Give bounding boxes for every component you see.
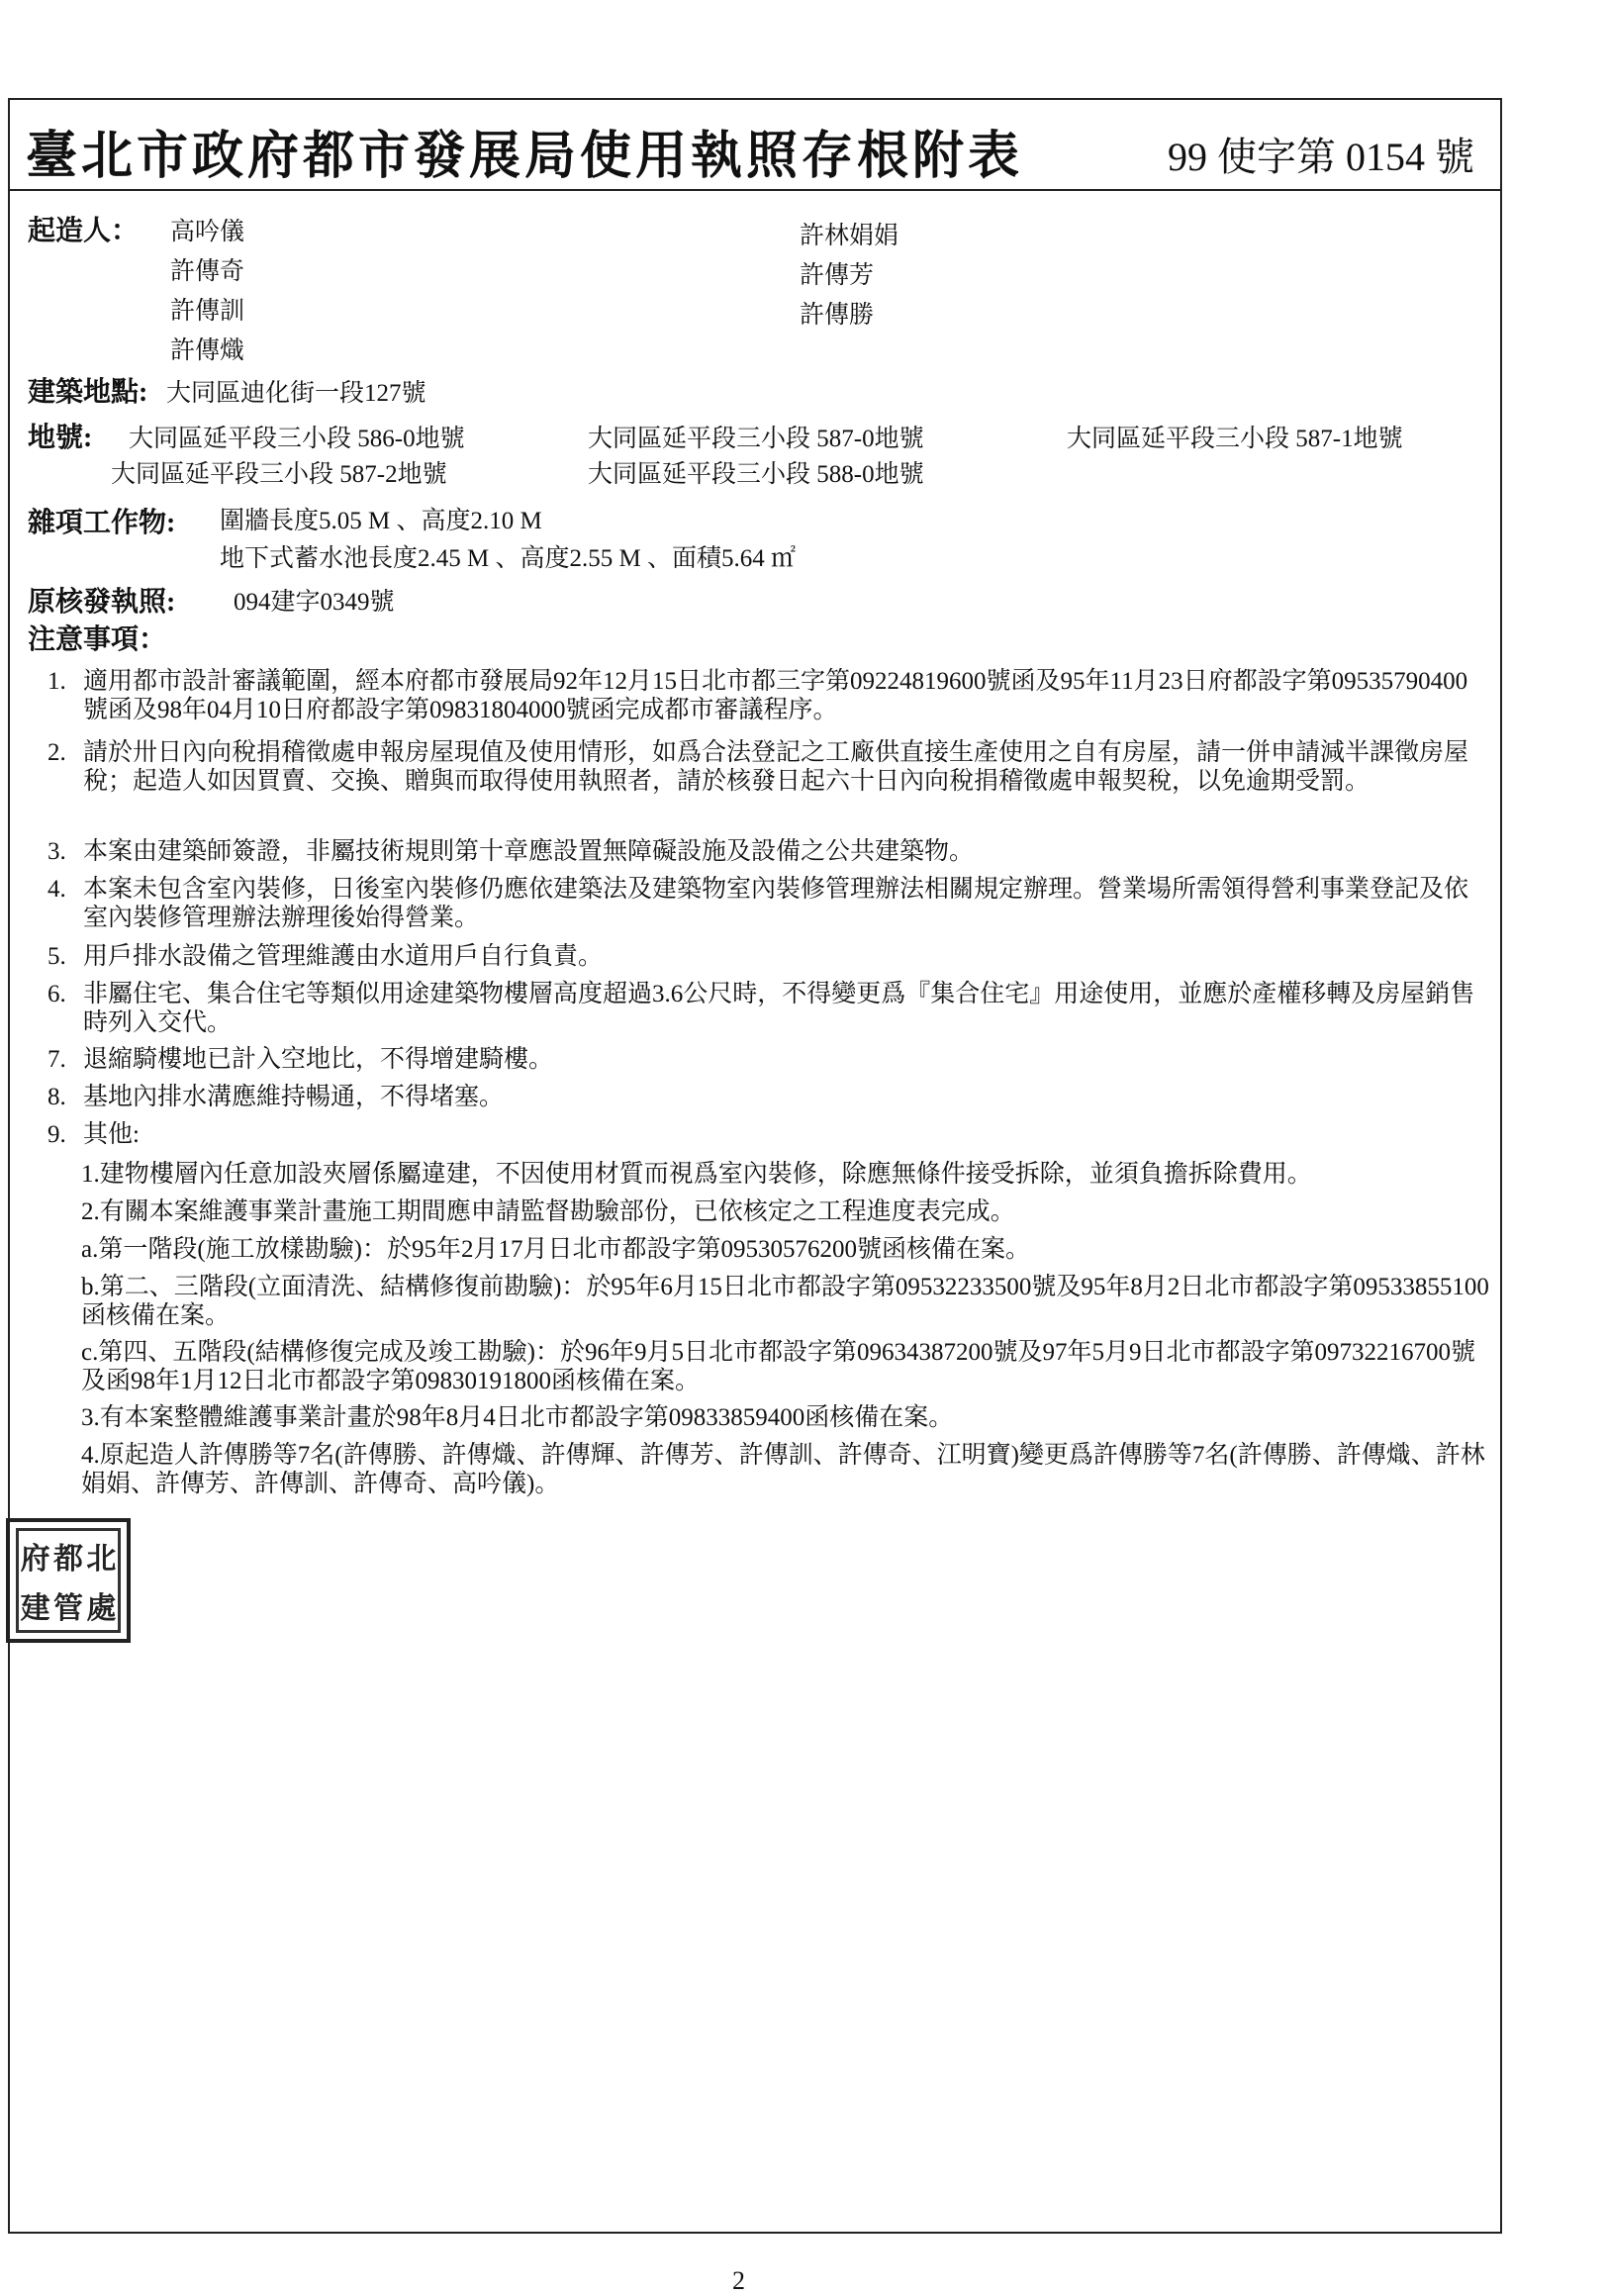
note-text: 本案未包含室內裝修，日後室內裝修仍應依建築法及建築物室內裝修管理辦法相關規定辦理。營業場所需領得營利事業登記及依室內裝修管理辦法辦理後始得營業。 (83, 876, 1469, 931)
note-number: 8. (47, 1084, 66, 1110)
official-seal (6, 1518, 131, 1643)
document-number: 99 使字第 0154 號 (1168, 135, 1474, 179)
notes-label: 注意事項： (28, 624, 167, 655)
note-item (47, 875, 1492, 932)
note-text: 非屬住宅、集合住宅等類似用途建築物樓層高度超過3.6公尺時，不得變更爲『集合住宅』用途使用，並應於產權移轉及房屋銷售時列入交代。 (83, 981, 1475, 1036)
note-text: 退縮騎樓地已計入空地比，不得增建騎樓。 (83, 1046, 554, 1073)
note-item (47, 1120, 1492, 1149)
misc-works-label: 雜項工作物: (28, 508, 176, 538)
note-number: 6. (47, 981, 66, 1007)
note-item (47, 1045, 1492, 1074)
land-numbers-label: 地號: (28, 423, 93, 453)
note-text: 其他: (83, 1121, 140, 1148)
seal-char: 管 (52, 1592, 83, 1625)
note-number: 4. (47, 876, 66, 903)
applicant-name: 許傳芳 (800, 262, 875, 289)
seal-char: 北 (86, 1543, 117, 1576)
applicant-name: 許林娟娟 (800, 223, 899, 249)
original-permit-label: 原核發執照: (28, 587, 176, 618)
note-item (47, 837, 1492, 866)
land-number: 大同區延平段三小段 588-0地號 (588, 461, 924, 488)
note-text: 用戶排水設備之管理維護由水道用戶自行負責。 (83, 943, 604, 970)
note-item (47, 667, 1492, 724)
land-number: 大同區延平段三小段 587-0地號 (588, 426, 924, 452)
land-number: 大同區延平段三小段 586-0地號 (129, 426, 465, 452)
seal-char: 都 (52, 1543, 83, 1576)
land-number: 大同區延平段三小段 587-2地號 (111, 461, 447, 488)
seal-char: 府 (20, 1543, 50, 1576)
seal-char: 處 (86, 1592, 117, 1625)
other-item: 4.原起造人許傳勝等7名(許傳勝、許傳熾、許傳輝、許傳芳、許傳訓、許傳奇、江明寶)變更爲許傳勝等7名(許傳勝、許傳熾、許林娟娟、許傳芳、許傳訓、許傳奇、高吟儀)。 (81, 1442, 1485, 1497)
other-item: b.第二、三階段(立面清洗、結構修復前勘驗)：於95年6月15日北市都設字第09532233500號及95年8月2日北市都設字第09533855100函核備在案。 (81, 1274, 1489, 1329)
other-item: c.第四、五階段(結構修復完成及竣工勘驗)：於96年9月5日北市都設字第09634387200號及97年5月9日北市都設字第09732216700號及函98年1月12日北市都設字第09830191800函核備在案。 (81, 1339, 1476, 1394)
applicant-name: 許傳勝 (800, 302, 875, 329)
other-item: 2.有關本案維護事業計畫施工期間應申請監督勘驗部份，已依核定之工程進度表完成。 (81, 1198, 1015, 1225)
note-item (47, 980, 1492, 1037)
applicant-name: 許傳奇 (170, 258, 245, 285)
note-number: 9. (47, 1121, 66, 1148)
seal-char: 建 (20, 1592, 50, 1625)
note-text: 基地內排水溝應維持暢通，不得堵塞。 (83, 1084, 505, 1110)
applicant-name: 許傳熾 (170, 337, 245, 364)
page-number: 2 (732, 2266, 745, 2295)
note-text: 請於卅日內向稅捐稽徵處申報房屋現值及使用情形，如爲合法登記之工廠供直接生產使用之自有房屋，請一併申請減半課徵房屋稅；起造人如因買賣、交換、贈與而取得使用執照者，請於核發日起六十日內向稅捐稽徵處申報契稅，以免逾期受罰。 (83, 739, 1469, 795)
land-number: 大同區延平段三小段 587-1地號 (1067, 426, 1403, 452)
site-address-label: 建築地點: (28, 377, 148, 408)
note-number: 5. (47, 943, 66, 970)
applicant-name: 高吟儀 (170, 219, 245, 245)
applicant-name: 許傳訓 (170, 298, 245, 325)
note-text: 適用都市設計審議範圍，經本府都市發展局92年12月15日北市都三字第09224819600號函及95年11月23日府都設字第09535790400號函及98年04月10日府都設字第09831804000號函完成都市審議程序。 (83, 668, 1468, 723)
applicants-label: 起造人： (28, 216, 140, 246)
other-item: 1.建物樓層內任意加設夾層係屬違建，不因使用材質而視爲室內裝修，除應無條件接受拆除，並須負擔拆除費用。 (81, 1161, 1312, 1188)
document-title: 臺北市政府都市發展局使用執照存根附表 (26, 129, 1024, 185)
title-bar (10, 100, 1500, 191)
misc-works-line: 圍牆長度5.05 M 、高度2.10 M (220, 508, 542, 534)
note-item (47, 738, 1492, 796)
other-item: a.第一階段(施工放樣勘驗)：於95年2月17月日北市都設字第09530576200號函核備在案。 (81, 1236, 1030, 1263)
note-text: 本案由建築師簽證，非屬技術規則第十章應設置無障礙設施及設備之公共建築物。 (83, 838, 975, 865)
other-item: 3.有本案整體維護事業計畫於98年8月4日北市都設字第09833859400函核備在案。 (81, 1404, 954, 1431)
site-address-value: 大同區迪化街一段127號 (166, 380, 426, 407)
seal-inner (16, 1528, 121, 1633)
note-number: 2. (47, 739, 66, 766)
note-number: 3. (47, 838, 66, 865)
note-number: 7. (47, 1046, 66, 1073)
misc-works-line: 地下式蓄水池長度2.45 M 、高度2.55 M 、面積5.64 ㎡ (220, 545, 796, 572)
original-permit-value: 094建字0349號 (234, 589, 395, 616)
note-number: 1. (47, 668, 66, 695)
note-item (47, 1083, 1492, 1111)
note-item (47, 942, 1492, 971)
